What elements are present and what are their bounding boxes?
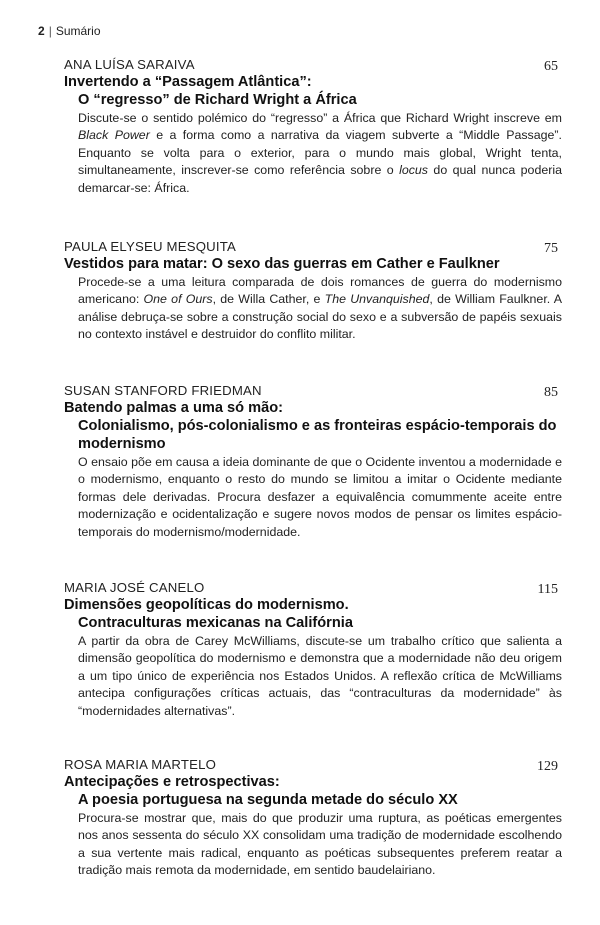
toc-entry-friedman bbox=[64, 382, 562, 541]
entry-abstract bbox=[64, 454, 562, 541]
entry-author: MARIA JOSÉ CANELO bbox=[64, 580, 205, 595]
entry-title: Dimensões geopolíticas do modernismo. bbox=[64, 597, 349, 613]
abstract-text: do qual nunca poderia demarcar-se: África. bbox=[78, 163, 562, 195]
toc-entry-martelo bbox=[64, 756, 562, 880]
entry-abstract bbox=[64, 633, 562, 720]
toc-entry-mesquita bbox=[64, 238, 562, 344]
abstract-text: Discute-se o sentido polémico do “regresso” a África que Richard Wright inscreve em bbox=[78, 111, 562, 125]
entry-author: PAULA ELYSEU MESQUITA bbox=[64, 239, 237, 254]
abstract-text: Procura-se mostrar que, mais do que produzir uma ruptura, as poéticas emergentes nos anos sessenta do século XX consolidam uma tradição de modernidade escolhendo a sua vertente mais radical, enquanto as poéticas subsequentes preferem reatar a tradição mais remota da modernidade, em sentido baudelairiano. bbox=[78, 811, 562, 878]
toc-entry-saraiva bbox=[64, 56, 562, 197]
entry-title: Invertendo a “Passagem Atlântica”: bbox=[64, 74, 312, 90]
abstract-italic: One of Ours bbox=[143, 292, 213, 307]
entry-subtitle: Colonialismo, pós-colonialismo e as fronteiras espácio-temporais do modernismo bbox=[78, 418, 557, 452]
entry-page: 65 bbox=[544, 59, 558, 74]
toc-entry-canelo bbox=[64, 579, 562, 720]
abstract-text: O ensaio põe em causa a ideia dominante de que o Ocidente inventou a modernidade e o modernismo, enquanto o resto do mundo se limitou a imitar o Ocidente mediante formas dele derivadas. Procura desfazer a equivalência comummente aceite entre modernização e ocidentalização e sugere novos modos de pensar os limites espácio-temporais do modernismo/modernidade. bbox=[78, 455, 562, 539]
entry-author: ANA LUÍSA SARAIVA bbox=[64, 57, 195, 72]
abstract-text: A partir da obra de Carey McWilliams, discute-se um trabalho crítico que salienta a dimensão geopolítica do modernismo e demonstra que a modernidade não deu origem a um tipo único de experiência nos Estados Unidos. A reflexão crítica de McWilliams antecipa configurações críticas actuais, das “contraculturas da modernidade” às “modernidades alternativas”. bbox=[78, 634, 562, 718]
section-title: Sumário bbox=[55, 24, 101, 38]
entry-page: 115 bbox=[537, 582, 558, 597]
entry-abstract bbox=[64, 274, 562, 344]
entry-title: Vestidos para matar: O sexo das guerras em Cather e Faulkner bbox=[64, 256, 500, 272]
page-number: 2 bbox=[38, 24, 45, 38]
entry-abstract bbox=[64, 810, 562, 880]
abstract-text: e a forma como a narrativa da viagem subverte a “Middle Passage”. Enquanto se volta para o exterior, para o mundo mais global, Wright tenta, simultaneamente, inscrever-se como referência sobre o bbox=[78, 128, 562, 178]
abstract-italic: locus bbox=[399, 163, 429, 178]
abstract-text: , de William Faulkner. A análise debruça-se sobre a construção social do sexo e a subversão de papéis sexuais no contexto instável e destruidor do conflito militar. bbox=[78, 292, 563, 342]
abstract-text: , de Willa Cather, e bbox=[212, 292, 325, 307]
entry-page: 129 bbox=[537, 759, 558, 774]
abstract-text: Procede-se a uma leitura comparada de dois romances de guerra do modernismo americano: bbox=[78, 275, 562, 307]
entry-subtitle: O “regresso” de Richard Wright a África bbox=[78, 92, 357, 108]
abstract-italic: Black Power bbox=[78, 128, 150, 143]
running-head bbox=[38, 24, 101, 38]
entry-subtitle: A poesia portuguesa na segunda metade do século XX bbox=[78, 792, 458, 808]
header-separator: | bbox=[48, 24, 52, 38]
entry-page: 75 bbox=[544, 241, 558, 256]
abstract-italic: The Unvanquished bbox=[324, 292, 430, 307]
entry-author: SUSAN STANFORD FRIEDMAN bbox=[64, 383, 262, 398]
entry-subtitle: Contraculturas mexicanas na Califórnia bbox=[78, 615, 353, 631]
entry-author: ROSA MARIA MARTELO bbox=[64, 757, 217, 772]
entry-title: Batendo palmas a uma só mão: bbox=[64, 400, 283, 416]
entry-page: 85 bbox=[544, 385, 558, 400]
entry-title: Antecipações e retrospectivas: bbox=[64, 774, 280, 790]
entry-abstract bbox=[64, 110, 562, 197]
